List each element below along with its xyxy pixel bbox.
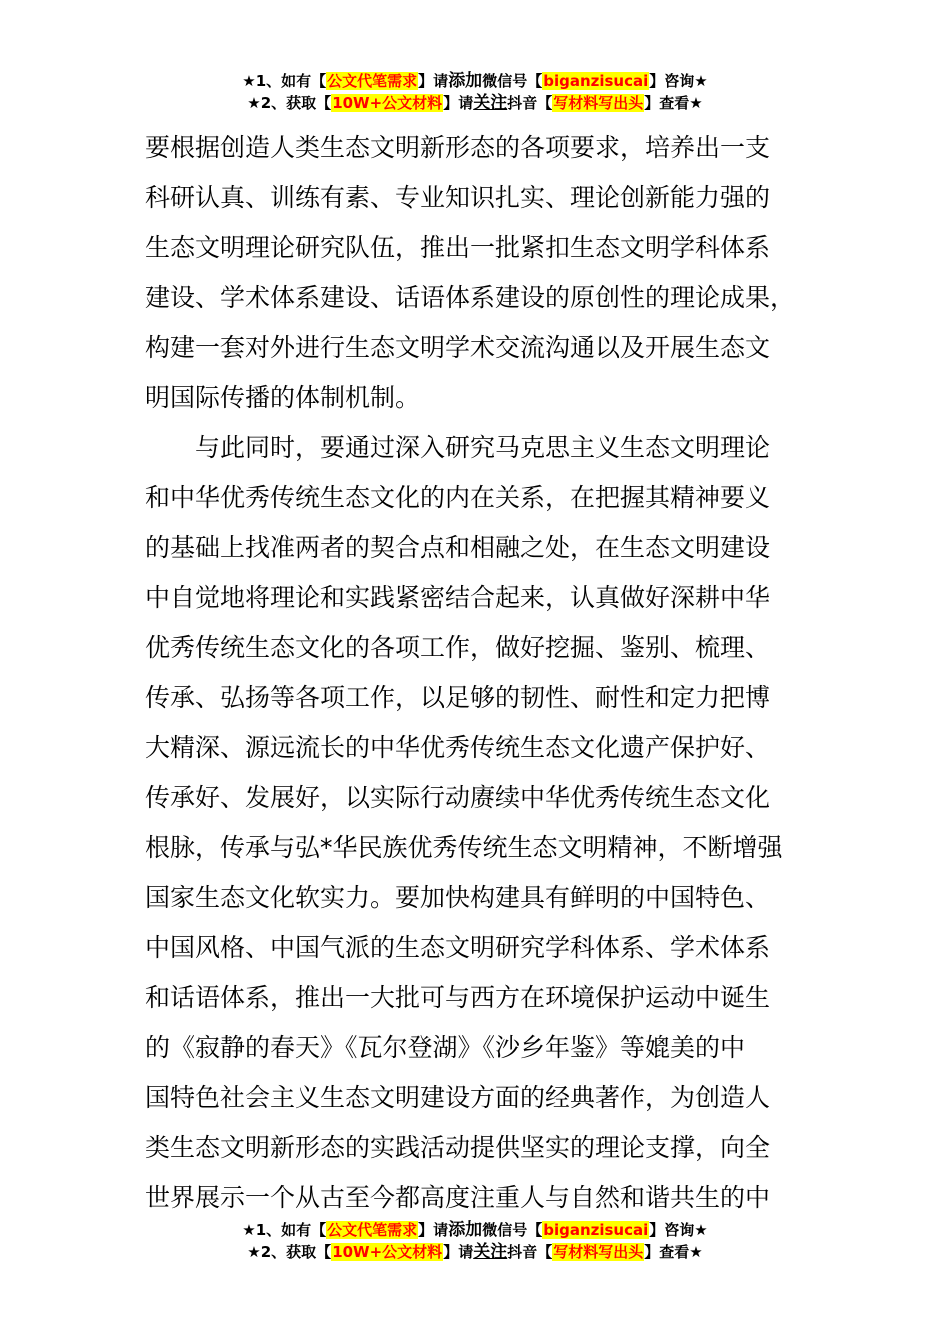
promo-emphasis: 添加 <box>448 71 483 91</box>
body-line: 国特色社会主义生态文明建设方面的经典著作，为创造人 <box>145 1083 771 1112</box>
promo-text: 】查看★ <box>644 1243 703 1261</box>
body-line: 国家生态文化软实力。要加快构建具有鲜明的中国特色、 <box>145 883 771 912</box>
promo-line-1 <box>0 1219 950 1241</box>
body-line: 传承、弘扬等各项工作，以足够的韧性、耐性和定力把博 <box>145 683 771 712</box>
promo-text: 】请 <box>418 72 449 90</box>
body-line: 中自觉地将理论和实践紧密结合起来，认真做好深耕中华 <box>145 583 771 612</box>
body-line: 和话语体系，推出一大批可与西方在环境保护运动中诞生 <box>145 983 771 1012</box>
body-line: 生态文明理论研究队伍，推出一批紧扣生态文明学科体系 <box>145 233 771 262</box>
promo-highlight: biganzisucai <box>543 72 649 90</box>
promo-text: 】请 <box>443 94 474 112</box>
promo-line-2 <box>0 92 950 114</box>
promo-text: ★1、如有【 <box>242 72 327 90</box>
body-line: 科研认真、训练有素、专业知识扎实、理论创新能力强的 <box>145 183 771 212</box>
body-line: 类生态文明新形态的实践活动提供坚实的理论支撑，向全 <box>145 1133 771 1162</box>
promo-text: 】咨询★ <box>649 72 708 90</box>
promo-highlight: 10W+公文材料 <box>332 94 443 112</box>
promo-highlight: 公文代笔需求 <box>327 72 418 90</box>
body-line: 的基础上找准两者的契合点和相融之处，在生态文明建设 <box>145 533 771 562</box>
promo-text: 微信号【 <box>482 72 543 90</box>
body-line: 的《寂静的春天》《瓦尔登湖》《沙乡年鉴》等媲美的中 <box>145 1033 746 1062</box>
document-body <box>145 123 815 1223</box>
promo-emphasis: 关注 <box>473 93 508 113</box>
paragraph-start-line: 与此同时，要通过深入研究马克思主义生态文明理论 <box>195 433 771 462</box>
footer-promo-banner <box>0 1219 950 1263</box>
body-line: 构建一套对外进行生态文明学术交流沟通以及开展生态文 <box>145 333 771 362</box>
promo-highlight: 写材料写出头 <box>553 1243 644 1261</box>
promo-text: 】请 <box>418 1221 449 1239</box>
promo-text: ★2、获取【 <box>247 1243 332 1261</box>
body-line: 大精深、源远流长的中华优秀传统生态文化遗产保护好、 <box>145 733 771 762</box>
promo-line-1 <box>0 70 950 92</box>
promo-text: 】请 <box>443 1243 474 1261</box>
promo-highlight: biganzisucai <box>543 1221 649 1239</box>
body-line: 根脉，传承与弘*华民族优秀传统生态文明精神，不断增强 <box>145 833 783 862</box>
body-line: 建设、学术体系建设、话语体系建设的原创性的理论成果， <box>145 283 796 312</box>
header-promo-banner <box>0 70 950 114</box>
body-line: 要根据创造人类生态文明新形态的各项要求，培养出一支 <box>145 133 771 162</box>
body-line: 优秀传统生态文化的各项工作，做好挖掘、鉴别、梳理、 <box>145 633 771 662</box>
promo-highlight: 10W+公文材料 <box>332 1243 443 1261</box>
promo-text: 抖音【 <box>507 94 553 112</box>
promo-text: ★2、获取【 <box>247 94 332 112</box>
body-line: 世界展示一个从古至今都高度注重人与自然和谐共生的中 <box>145 1183 771 1212</box>
body-line: 传承好、发展好，以实际行动赓续中华优秀传统生态文化 <box>145 783 771 812</box>
promo-text: 】咨询★ <box>649 1221 708 1239</box>
promo-text: 抖音【 <box>507 1243 553 1261</box>
promo-text: 】查看★ <box>644 94 703 112</box>
promo-highlight: 写材料写出头 <box>553 94 644 112</box>
promo-text: 微信号【 <box>482 1221 543 1239</box>
promo-emphasis: 添加 <box>448 1220 483 1240</box>
promo-highlight: 公文代笔需求 <box>327 1221 418 1239</box>
promo-line-2 <box>0 1241 950 1263</box>
promo-text: ★1、如有【 <box>242 1221 327 1239</box>
body-line: 和中华优秀传统生态文化的内在关系，在把握其精神要义 <box>145 483 771 512</box>
body-line: 明国际传播的体制机制。 <box>145 383 421 412</box>
body-line: 中国风格、中国气派的生态文明研究学科体系、学术体系 <box>145 933 771 962</box>
promo-emphasis: 关注 <box>473 1242 508 1262</box>
